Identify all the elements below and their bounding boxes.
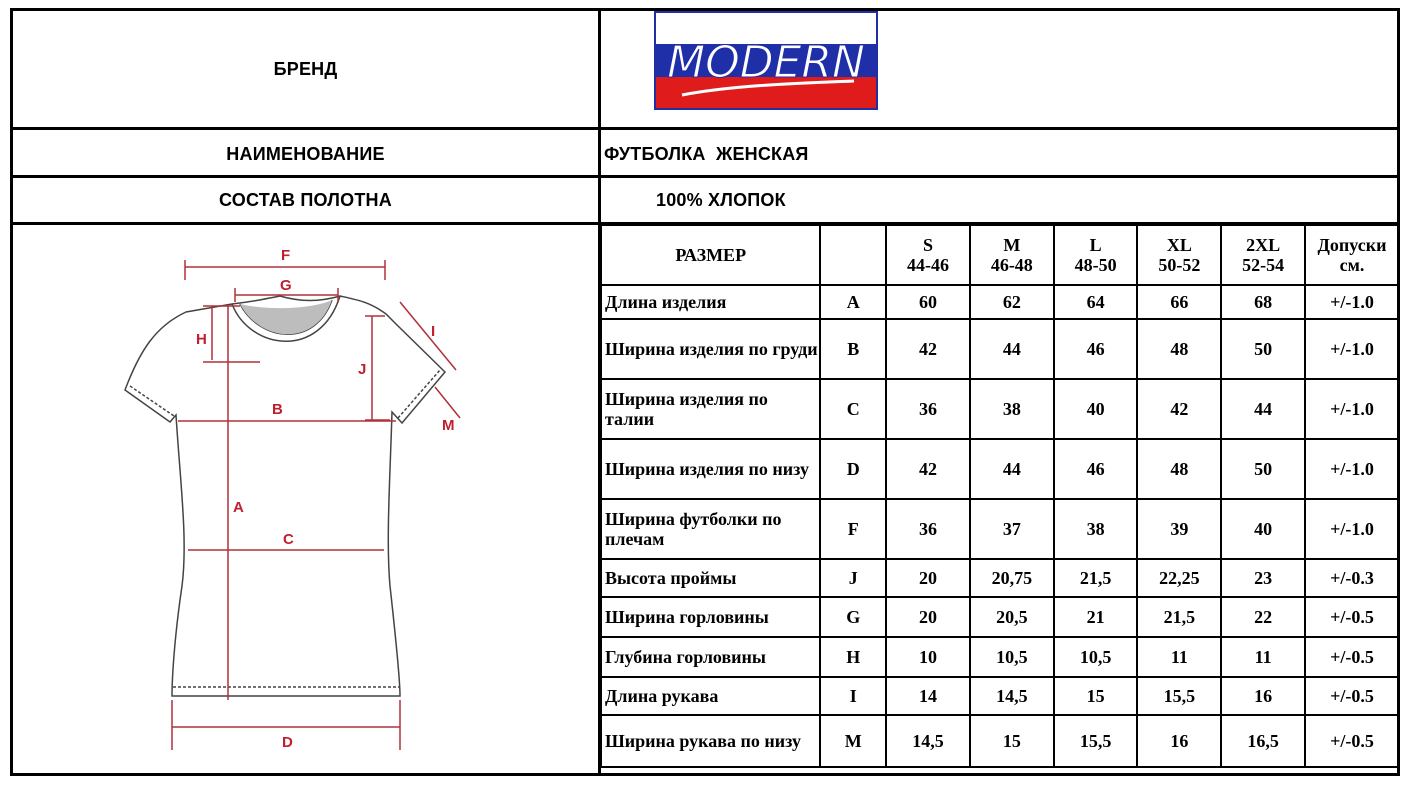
tolerance-value: +/-0.3	[1305, 559, 1399, 597]
measurement-value: 48	[1137, 439, 1221, 499]
measurement-value: 38	[970, 379, 1054, 439]
measurement-value: 14,5	[886, 715, 970, 767]
measurement-value: 20	[886, 559, 970, 597]
measurement-name: Длина рукава	[601, 677, 820, 715]
table-row	[601, 499, 1399, 559]
measurement-name: Ширина футболки по плечам	[601, 499, 820, 559]
tshirt-measurement-diagram	[100, 240, 580, 765]
measurement-value: 50	[1221, 439, 1305, 499]
modern-logo	[654, 11, 878, 110]
measurement-name: Ширина горловины	[601, 597, 820, 637]
tolerance-value: +/-0.5	[1305, 597, 1399, 637]
measurement-value: 10	[886, 637, 970, 677]
label-c: C	[283, 531, 294, 548]
measurement-code: H	[820, 637, 886, 677]
size-header-xl: XL 50-52	[1137, 225, 1221, 285]
measurement-value: 46	[1054, 319, 1138, 379]
measurement-code: C	[820, 379, 886, 439]
tolerance-value: +/-0.5	[1305, 637, 1399, 677]
measurement-value: 22,25	[1137, 559, 1221, 597]
measurement-value: 15	[1054, 677, 1138, 715]
measurement-value: 37	[970, 499, 1054, 559]
tolerance-value: +/-1.0	[1305, 285, 1399, 319]
size-header-m: M 46-48	[970, 225, 1054, 285]
measurement-name: Длина изделия	[601, 285, 820, 319]
measurement-value: 42	[886, 439, 970, 499]
measurement-code: A	[820, 285, 886, 319]
divider	[10, 127, 1400, 130]
measurement-value: 44	[970, 439, 1054, 499]
tolerance-value: +/-1.0	[1305, 439, 1399, 499]
table-row	[601, 319, 1399, 379]
label-i: I	[431, 323, 436, 340]
size-header: РАЗМЕР	[601, 225, 820, 285]
label-j: J	[358, 361, 367, 378]
measurement-value: 21,5	[1137, 597, 1221, 637]
measurement-name: Высота проймы	[601, 559, 820, 597]
label-b: B	[272, 401, 283, 418]
tshirt-outline	[125, 296, 445, 696]
measurement-value: 64	[1054, 285, 1138, 319]
measurement-value: 14	[886, 677, 970, 715]
measurement-value: 14,5	[970, 677, 1054, 715]
tolerance-value: +/-1.0	[1305, 499, 1399, 559]
measurement-value: 22	[1221, 597, 1305, 637]
measurement-code: D	[820, 439, 886, 499]
measurement-value: 15,5	[1054, 715, 1138, 767]
measurement-value: 66	[1137, 285, 1221, 319]
measurement-value: 15,5	[1137, 677, 1221, 715]
size-header-s: S 44-46	[886, 225, 970, 285]
measurement-value: 48	[1137, 319, 1221, 379]
tolerance-value: +/-1.0	[1305, 319, 1399, 379]
measurement-value: 42	[886, 319, 970, 379]
measurement-value: 36	[886, 499, 970, 559]
measurement-value: 36	[886, 379, 970, 439]
measurement-value: 68	[1221, 285, 1305, 319]
table-header-row	[601, 225, 1399, 285]
measurement-lines	[172, 260, 460, 750]
measurement-value: 20	[886, 597, 970, 637]
header-code-cell	[820, 225, 886, 285]
size-header-l: L 48-50	[1054, 225, 1138, 285]
divider	[10, 175, 1400, 178]
measurement-value: 16	[1137, 715, 1221, 767]
measurement-value: 40	[1221, 499, 1305, 559]
measurement-value: 21	[1054, 597, 1138, 637]
measurement-code: B	[820, 319, 886, 379]
measurement-value: 15	[970, 715, 1054, 767]
label-f: F	[281, 247, 291, 264]
fabric-label: СОСТАВ ПОЛОТНА	[219, 190, 392, 210]
name-label: НАИМЕНОВАНИЕ	[226, 144, 385, 164]
measurement-value: 62	[970, 285, 1054, 319]
measurement-value: 10,5	[1054, 637, 1138, 677]
measurement-value: 42	[1137, 379, 1221, 439]
measurement-value: 38	[1054, 499, 1138, 559]
measurement-value: 21,5	[1054, 559, 1138, 597]
measurement-value: 44	[970, 319, 1054, 379]
measurement-name: Ширина изделия по талии	[601, 379, 820, 439]
measurement-value: 10,5	[970, 637, 1054, 677]
measurement-value: 60	[886, 285, 970, 319]
measurement-value: 20,75	[970, 559, 1054, 597]
size-header-2xl: 2XL 52-54	[1221, 225, 1305, 285]
logo-text: MODERN	[667, 37, 865, 88]
fabric-value: 100% ХЛОПОК	[656, 190, 786, 210]
measurement-value: 40	[1054, 379, 1138, 439]
name-value: ФУТБОЛКА ЖЕНСКАЯ	[604, 144, 809, 164]
tolerance-header: Допуски см.	[1305, 225, 1399, 285]
measurement-value: 44	[1221, 379, 1305, 439]
measurement-code: M	[820, 715, 886, 767]
measurement-value: 11	[1221, 637, 1305, 677]
table-row	[601, 637, 1399, 677]
measurement-code: F	[820, 499, 886, 559]
tolerance-value: +/-0.5	[1305, 715, 1399, 767]
label-h: H	[196, 331, 207, 348]
brand-label: БРЕНД	[273, 59, 338, 79]
measurement-name: Глубина горловины	[601, 637, 820, 677]
measurement-value: 46	[1054, 439, 1138, 499]
label-a: A	[233, 499, 244, 516]
tolerance-value: +/-1.0	[1305, 379, 1399, 439]
measurement-value: 11	[1137, 637, 1221, 677]
label-g: G	[280, 277, 292, 294]
measurement-value: 16	[1221, 677, 1305, 715]
measurement-code: G	[820, 597, 886, 637]
label-d: D	[282, 734, 293, 751]
measurement-name: Ширина рукава по низу	[601, 715, 820, 767]
table-row	[601, 379, 1399, 439]
tolerance-value: +/-0.5	[1305, 677, 1399, 715]
measurement-value: 16,5	[1221, 715, 1305, 767]
measurement-code: I	[820, 677, 886, 715]
measurement-value: 20,5	[970, 597, 1054, 637]
table-row	[601, 439, 1399, 499]
table-row	[601, 285, 1399, 319]
label-m: M	[442, 417, 455, 434]
measurement-name: Ширина изделия по низу	[601, 439, 820, 499]
table-row	[601, 597, 1399, 637]
table-row	[601, 677, 1399, 715]
measurement-name: Ширина изделия по груди	[601, 319, 820, 379]
measurement-value: 39	[1137, 499, 1221, 559]
measurement-value: 23	[1221, 559, 1305, 597]
measurement-code: J	[820, 559, 886, 597]
table-row	[601, 715, 1399, 767]
size-chart-table	[600, 224, 1400, 768]
table-row	[601, 559, 1399, 597]
measurement-value: 50	[1221, 319, 1305, 379]
